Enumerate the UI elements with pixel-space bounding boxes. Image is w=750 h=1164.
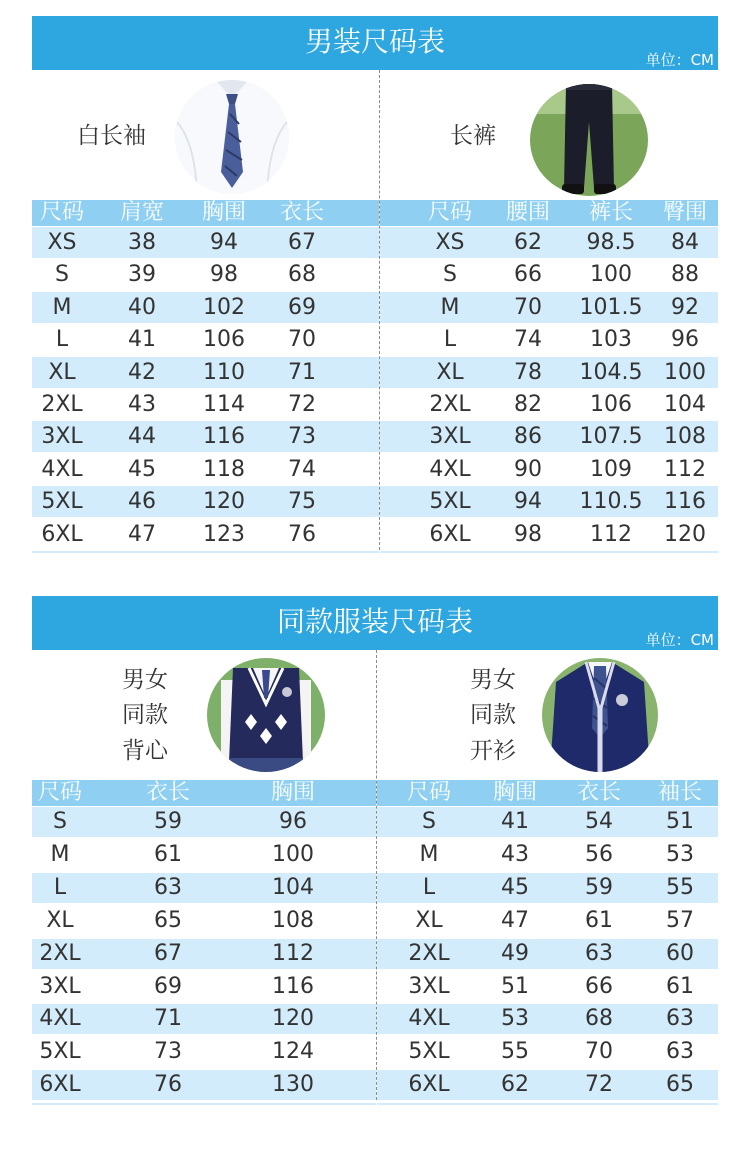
value-cell: 68 xyxy=(288,262,316,288)
table-row xyxy=(32,227,379,258)
value-cell: 72 xyxy=(585,1072,613,1098)
value-cell: 63 xyxy=(666,1006,694,1032)
value-cell: 45 xyxy=(501,874,529,900)
cardigan-photo xyxy=(542,658,658,772)
size-cell: M xyxy=(419,841,439,867)
header-chest: 胸围 xyxy=(492,780,537,805)
header-length: 衣长 xyxy=(145,780,190,805)
value-cell: 120 xyxy=(664,521,706,547)
value-cell: 61 xyxy=(154,841,182,867)
size-cell: S xyxy=(55,262,69,288)
value-cell: 63 xyxy=(666,1039,694,1065)
value-cell: 47 xyxy=(128,521,156,547)
value-cell: 70 xyxy=(288,327,316,353)
size-cell: 3XL xyxy=(39,973,81,999)
table-row xyxy=(377,807,718,837)
value-cell: 112 xyxy=(272,940,314,966)
value-cell: 116 xyxy=(203,424,245,450)
table-row xyxy=(377,1037,718,1067)
value-cell: 92 xyxy=(671,294,699,320)
value-cell: 96 xyxy=(279,809,307,834)
product-label-vest-line2: 同款 xyxy=(122,702,168,728)
cardigan-size-table xyxy=(377,780,718,1100)
value-cell: 102 xyxy=(203,294,245,320)
value-cell: 130 xyxy=(272,1072,314,1098)
value-cell: 67 xyxy=(288,230,316,255)
value-cell: 86 xyxy=(514,424,542,450)
size-cell: L xyxy=(443,327,457,353)
value-cell: 116 xyxy=(664,489,706,515)
header-size: 尺码 xyxy=(427,200,472,225)
value-cell: 44 xyxy=(128,424,156,450)
value-cell: 112 xyxy=(590,521,632,547)
section-title: 同款服装尺码表 xyxy=(276,605,473,638)
value-cell: 51 xyxy=(666,809,694,834)
value-cell: 42 xyxy=(128,359,156,385)
value-cell: 41 xyxy=(128,327,156,353)
value-cell: 63 xyxy=(154,874,182,900)
value-cell: 100 xyxy=(664,359,706,385)
size-cell: 3XL xyxy=(408,973,450,999)
value-cell: 100 xyxy=(272,841,314,867)
header-length: 衣长 xyxy=(576,780,621,805)
value-cell: 70 xyxy=(514,294,542,320)
value-cell: 59 xyxy=(585,874,613,900)
value-cell: 69 xyxy=(154,973,182,999)
size-cell: 3XL xyxy=(41,424,83,450)
value-cell: 65 xyxy=(154,907,182,933)
table-header-row xyxy=(32,780,376,806)
vest-photo xyxy=(207,658,325,772)
product-label-vest-line3: 背心 xyxy=(122,738,168,764)
unit-label: 单位：CM xyxy=(645,51,714,69)
header-size: 尺码 xyxy=(39,200,84,225)
header-size: 尺码 xyxy=(406,780,451,805)
value-cell: 106 xyxy=(203,327,245,353)
men-size-banner xyxy=(32,16,718,70)
table-row xyxy=(32,1004,376,1034)
table-row xyxy=(32,807,376,837)
shirt-photo xyxy=(175,80,289,194)
table-row xyxy=(32,906,376,936)
table-row xyxy=(32,939,376,969)
value-cell: 101.5 xyxy=(579,294,643,320)
table-row xyxy=(32,840,376,870)
value-cell: 53 xyxy=(666,841,694,867)
value-cell: 66 xyxy=(514,262,542,288)
size-cell: 4XL xyxy=(41,456,83,482)
table-row xyxy=(377,1004,718,1034)
table-row xyxy=(377,873,718,903)
value-cell: 74 xyxy=(288,456,316,482)
value-cell: 43 xyxy=(501,841,529,867)
table-header-row xyxy=(380,200,718,226)
value-cell: 75 xyxy=(288,489,316,515)
header-pants-length: 裤长 xyxy=(588,200,633,225)
table-bottom-line xyxy=(377,1103,718,1105)
size-cell: 6XL xyxy=(408,1072,450,1098)
table-row xyxy=(380,454,718,485)
table-row xyxy=(32,1037,376,1067)
value-cell: 43 xyxy=(128,392,156,417)
value-cell: 82 xyxy=(514,392,542,417)
size-cell: 6XL xyxy=(39,1072,81,1098)
value-cell: 41 xyxy=(501,809,529,834)
size-cell: 5XL xyxy=(41,489,83,515)
shirt-size-table xyxy=(32,200,379,550)
value-cell: 73 xyxy=(288,424,316,450)
product-label-vest-line1: 男女 xyxy=(122,667,168,693)
value-cell: 108 xyxy=(664,424,706,450)
value-cell: 71 xyxy=(288,359,316,385)
table-row xyxy=(32,389,379,420)
table-row xyxy=(377,939,718,969)
value-cell: 68 xyxy=(585,1006,613,1032)
table-row xyxy=(380,324,718,355)
value-cell: 56 xyxy=(585,841,613,867)
size-cell: XL xyxy=(48,359,76,385)
value-cell: 84 xyxy=(671,230,699,255)
product-label-cardigan-line3: 开衫 xyxy=(470,738,516,764)
size-cell: 2XL xyxy=(41,392,83,417)
men-size-section xyxy=(32,16,718,552)
header-chest: 胸围 xyxy=(201,200,246,225)
size-cell: M xyxy=(50,841,70,867)
value-cell: 40 xyxy=(128,294,156,320)
size-cell: 5XL xyxy=(39,1039,81,1065)
size-cell: 2XL xyxy=(39,940,81,966)
value-cell: 61 xyxy=(585,907,613,933)
value-cell: 107.5 xyxy=(579,424,643,450)
size-cell: S xyxy=(53,809,67,834)
table-row xyxy=(32,486,379,517)
table-row xyxy=(377,1070,718,1100)
table-row xyxy=(32,259,379,290)
table-row xyxy=(380,486,718,517)
value-cell: 116 xyxy=(272,973,314,999)
value-cell: 76 xyxy=(288,521,316,547)
value-cell: 76 xyxy=(154,1072,182,1098)
table-row xyxy=(32,357,379,388)
size-cell: 2XL xyxy=(408,940,450,966)
size-cell: L xyxy=(422,874,436,900)
value-cell: 100 xyxy=(590,262,632,288)
unit-label: 单位：CM xyxy=(645,631,714,649)
header-length: 衣长 xyxy=(279,200,324,225)
value-cell: 59 xyxy=(154,809,182,834)
vest-size-table xyxy=(32,780,376,1100)
table-row xyxy=(32,421,379,452)
table-row xyxy=(32,972,376,1002)
value-cell: 71 xyxy=(154,1006,182,1032)
value-cell: 61 xyxy=(666,973,694,999)
size-cell: XS xyxy=(47,230,77,255)
value-cell: 53 xyxy=(501,1006,529,1032)
table-bottom-line xyxy=(380,551,718,553)
value-cell: 46 xyxy=(128,489,156,515)
table-row xyxy=(380,389,718,420)
value-cell: 38 xyxy=(128,230,156,255)
shared-size-section xyxy=(32,596,718,1100)
value-cell: 55 xyxy=(501,1039,529,1065)
value-cell: 110.5 xyxy=(579,489,643,515)
value-cell: 65 xyxy=(666,1072,694,1098)
value-cell: 62 xyxy=(501,1072,529,1098)
value-cell: 78 xyxy=(514,359,542,385)
size-cell: 6XL xyxy=(41,521,83,547)
value-cell: 60 xyxy=(666,940,694,966)
value-cell: 70 xyxy=(585,1039,613,1065)
value-cell: 104 xyxy=(664,392,706,417)
table-bottom-line xyxy=(32,1103,376,1105)
size-cell: 4XL xyxy=(408,1006,450,1032)
size-cell: XL xyxy=(436,359,464,385)
value-cell: 98 xyxy=(514,521,542,547)
table-row xyxy=(380,227,718,258)
value-cell: 118 xyxy=(203,456,245,482)
value-cell: 123 xyxy=(203,521,245,547)
value-cell: 62 xyxy=(514,230,542,255)
value-cell: 51 xyxy=(501,973,529,999)
table-header-row xyxy=(32,200,379,226)
table-row xyxy=(380,259,718,290)
size-cell: M xyxy=(440,294,460,320)
header-sleeve: 袖长 xyxy=(657,780,702,805)
size-cell: XL xyxy=(46,907,74,933)
value-cell: 74 xyxy=(514,327,542,353)
value-cell: 39 xyxy=(128,262,156,288)
table-row xyxy=(377,840,718,870)
value-cell: 73 xyxy=(154,1039,182,1065)
value-cell: 55 xyxy=(666,874,694,900)
value-cell: 124 xyxy=(272,1039,314,1065)
value-cell: 103 xyxy=(590,327,632,353)
size-cell: 6XL xyxy=(429,521,471,547)
size-cell: 3XL xyxy=(429,424,471,450)
value-cell: 57 xyxy=(666,907,694,933)
value-cell: 106 xyxy=(590,392,632,417)
value-cell: 109 xyxy=(590,456,632,482)
value-cell: 104 xyxy=(272,874,314,900)
table-row xyxy=(32,1070,376,1100)
table-row xyxy=(377,972,718,1002)
size-cell: XS xyxy=(435,230,465,255)
header-size: 尺码 xyxy=(37,780,82,805)
value-cell: 120 xyxy=(203,489,245,515)
value-cell: 112 xyxy=(664,456,706,482)
size-cell: 5XL xyxy=(429,489,471,515)
table-row xyxy=(377,906,718,936)
value-cell: 110 xyxy=(203,359,245,385)
size-cell: XL xyxy=(415,907,443,933)
value-cell: 66 xyxy=(585,973,613,999)
value-cell: 45 xyxy=(128,456,156,482)
table-row xyxy=(380,357,718,388)
product-label-cardigan-line2: 同款 xyxy=(470,702,516,728)
value-cell: 94 xyxy=(514,489,542,515)
size-cell: L xyxy=(53,874,67,900)
header-shoulder: 肩宽 xyxy=(119,200,164,225)
size-cell: M xyxy=(52,294,72,320)
value-cell: 108 xyxy=(272,907,314,933)
value-cell: 72 xyxy=(288,392,316,417)
value-cell: 63 xyxy=(585,940,613,966)
size-cell: 4XL xyxy=(39,1006,81,1032)
value-cell: 96 xyxy=(671,327,699,353)
value-cell: 120 xyxy=(272,1006,314,1032)
header-hip: 臀围 xyxy=(662,200,707,225)
table-row xyxy=(380,421,718,452)
value-cell: 90 xyxy=(514,456,542,482)
size-cell: L xyxy=(55,327,69,353)
value-cell: 49 xyxy=(501,940,529,966)
value-cell: 104.5 xyxy=(579,359,643,385)
value-cell: 88 xyxy=(671,262,699,288)
size-cell: S xyxy=(443,262,457,288)
value-cell: 98.5 xyxy=(586,230,636,255)
table-row xyxy=(380,519,718,550)
size-cell: 4XL xyxy=(429,456,471,482)
product-label-cardigan-line1: 男女 xyxy=(470,667,516,693)
pants-size-table xyxy=(380,200,718,550)
pants-photo xyxy=(530,84,648,196)
product-label-pants: 长裤 xyxy=(450,123,496,149)
table-row xyxy=(32,873,376,903)
value-cell: 94 xyxy=(210,230,238,255)
table-header-row xyxy=(377,780,718,806)
table-row xyxy=(32,292,379,323)
size-cell: S xyxy=(422,809,436,834)
value-cell: 67 xyxy=(154,940,182,966)
product-label-shirt: 白长袖 xyxy=(77,123,146,149)
table-row xyxy=(32,519,379,550)
table-row xyxy=(32,454,379,485)
value-cell: 47 xyxy=(501,907,529,933)
header-waist: 腰围 xyxy=(505,200,550,225)
size-cell: 2XL xyxy=(429,392,471,417)
shared-size-banner xyxy=(32,596,718,650)
value-cell: 98 xyxy=(210,262,238,288)
size-cell: 5XL xyxy=(408,1039,450,1065)
value-cell: 69 xyxy=(288,294,316,320)
table-row xyxy=(380,292,718,323)
header-chest: 胸围 xyxy=(270,780,315,805)
section-title: 男装尺码表 xyxy=(304,25,445,58)
value-cell: 54 xyxy=(585,809,613,834)
table-bottom-line xyxy=(32,551,379,553)
value-cell: 114 xyxy=(203,392,245,417)
table-row xyxy=(32,324,379,355)
